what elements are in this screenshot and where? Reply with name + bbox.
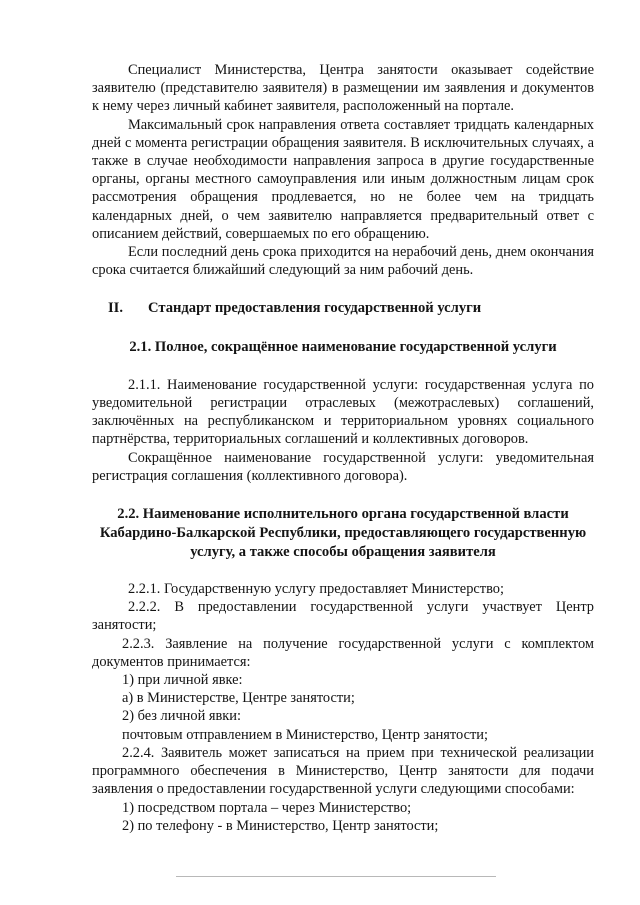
section-number: II.: [108, 300, 124, 317]
paragraph-2-1-1: 2.1.1. Наименование государственной услуги: государственная услуга по уведомительной регистрации отраслевых (межотраслевых) соглашений, заключённых на республиканском и территориальном уровнях социального партнёрства, территориальных соглашений и коллективных договоров.: [92, 376, 594, 448]
list-item: 1) посредством портала – через Министерство;: [122, 799, 412, 816]
list-item: почтовым отправлением в Министерство, Центр занятости;: [122, 726, 488, 743]
footer-divider: [176, 876, 496, 877]
paragraph-2-2-1: 2.2.1. Государственную услугу предоставляет Министерство;: [128, 581, 504, 598]
list-item: а) в Министерстве, Центре занятости;: [122, 690, 355, 707]
section-heading: [92, 299, 594, 317]
paragraph-2-2-3: 2.2.3. Заявление на получение государственной услуги с комплектом документов принимается:: [92, 635, 594, 670]
document-page: [92, 61, 594, 835]
paragraph-nonworking-day: Если последний день срока приходится на нерабочий день, днем окончания срока считается ближайший следующий за ним рабочий день.: [92, 244, 594, 279]
list-item: 2) по телефону - в Министерство, Центр занятости;: [122, 817, 439, 834]
list-item: 1) при личной явке:: [122, 672, 243, 689]
paragraph-short-name: Сокращённое наименование государственной услуги: уведомительная регистрация соглашения (коллективного договора).: [92, 449, 594, 484]
section-title: Стандарт предоставления государственной услуги: [148, 300, 482, 317]
paragraph-response-deadline: Максимальный срок направления ответа составляет тридцать календарных дней с момента регистрации обращения заявителя. В исключительных случаях, а также в случае необходимости направления запроса в другие государственные органы, органы местного самоуправления или иным должностным лицам срок рассмотрения обращения продлевается, но не более чем на тридцать календарных дней, о чем заявителю направляется предварительный ответ с описанием действий, совершаемых по его обращению.: [92, 116, 594, 242]
subsection-1-title: 2.1. Полное, сокращённое наименование государственной услуги: [129, 338, 557, 355]
paragraph-2-2-4: 2.2.4. Заявитель может записаться на прием при технической реализации программного обеспечения в Министерство, Центр занятости для подачи заявления о предоставлении государственной услуги следующими способами:: [92, 744, 594, 798]
paragraph-2-2-2: 2.2.2. В предоставлении государственной услуги участвует Центр занятости;: [92, 599, 594, 634]
subsection-2-title: 2.2. Наименование исполнительного органа государственной власти Кабардино-Балкарской Республики, предоставляющего государственную услугу, а также способы обращения заявителя: [99, 506, 587, 561]
list-item: 2) без личной явки:: [122, 708, 241, 725]
paragraph-assistance: Специалист Министерства, Центра занятости оказывает содействие заявителю (представителю заявителя) в размещении им заявления и документов к нему через личный кабинет заявителя, расположенный на портале.: [92, 62, 594, 115]
